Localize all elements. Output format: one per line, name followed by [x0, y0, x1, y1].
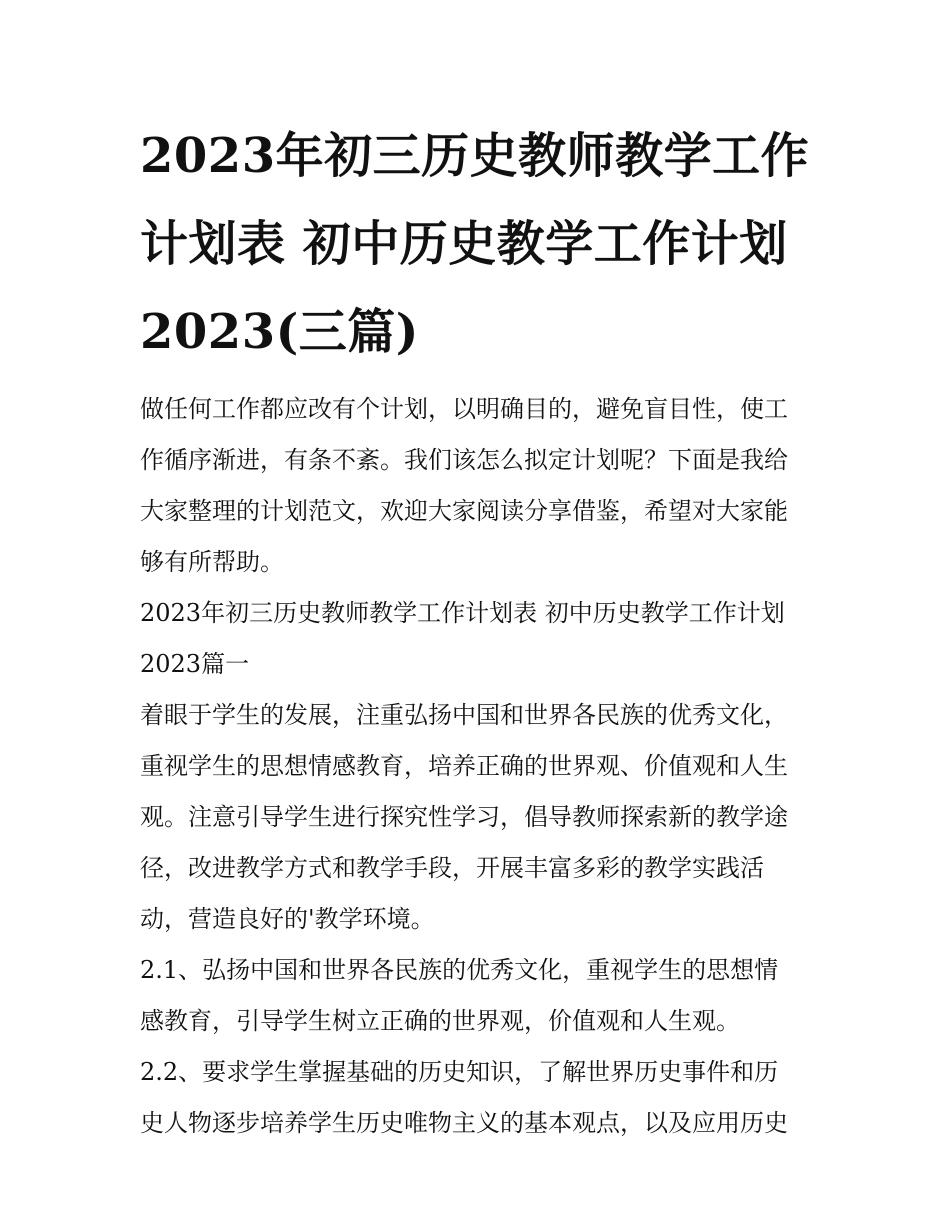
- text-line: 观。注意引导学生进行探究性学习，倡导教师探索新的教学途: [140, 803, 788, 831]
- text-line: 感教育，引导学生树立正确的世界观，价值观和人生观。: [140, 1007, 740, 1035]
- text-line: 作循序渐进，有条不紊。我们该怎么拟定计划呢？下面是我给: [140, 446, 788, 474]
- text-line: 动，营造良好的'教学环境。: [140, 905, 435, 933]
- body-paragraph-1: [140, 690, 820, 945]
- text-line: 2.1、弘扬中国和世界各民族的优秀文化，重视学生的思想情: [140, 956, 779, 984]
- title-line: 2023(三篇): [140, 304, 420, 360]
- text-line: 着眼于学生的发展，注重弘扬中国和世界各民族的优秀文化，: [140, 701, 788, 729]
- body-paragraph-2: [140, 945, 820, 1047]
- text-line: 够有所帮助。: [140, 548, 284, 576]
- text-line: 径，改进教学方式和教学手段，开展丰富多彩的教学实践活: [140, 854, 764, 882]
- intro-paragraph: [140, 384, 820, 588]
- text-line: 2.2、要求学生掌握基础的历史知识，了解世界历史事件和历: [140, 1058, 779, 1086]
- document-title: [140, 112, 820, 376]
- body-paragraph-3: [140, 1047, 820, 1149]
- title-line: 2023年初三历史教师教学工作: [140, 128, 810, 184]
- title-line: 计划表 初中历史教学工作计划: [140, 216, 788, 272]
- text-line: 史人物逐步培养学生历史唯物主义的基本观点，以及应用历史: [140, 1109, 788, 1137]
- text-line: 2023篇一: [140, 650, 250, 678]
- document-page: [140, 112, 820, 1149]
- text-line: 2023年初三历史教师教学工作计划表 初中历史教学工作计划: [140, 599, 785, 627]
- section-heading: [140, 588, 820, 690]
- text-line: 重视学生的思想情感教育，培养正确的世界观、价值观和人生: [140, 752, 788, 780]
- text-line: 大家整理的计划范文，欢迎大家阅读分享借鉴，希望对大家能: [140, 497, 788, 525]
- text-line: 做任何工作都应改有个计划，以明确目的，避免盲目性，使工: [140, 395, 788, 423]
